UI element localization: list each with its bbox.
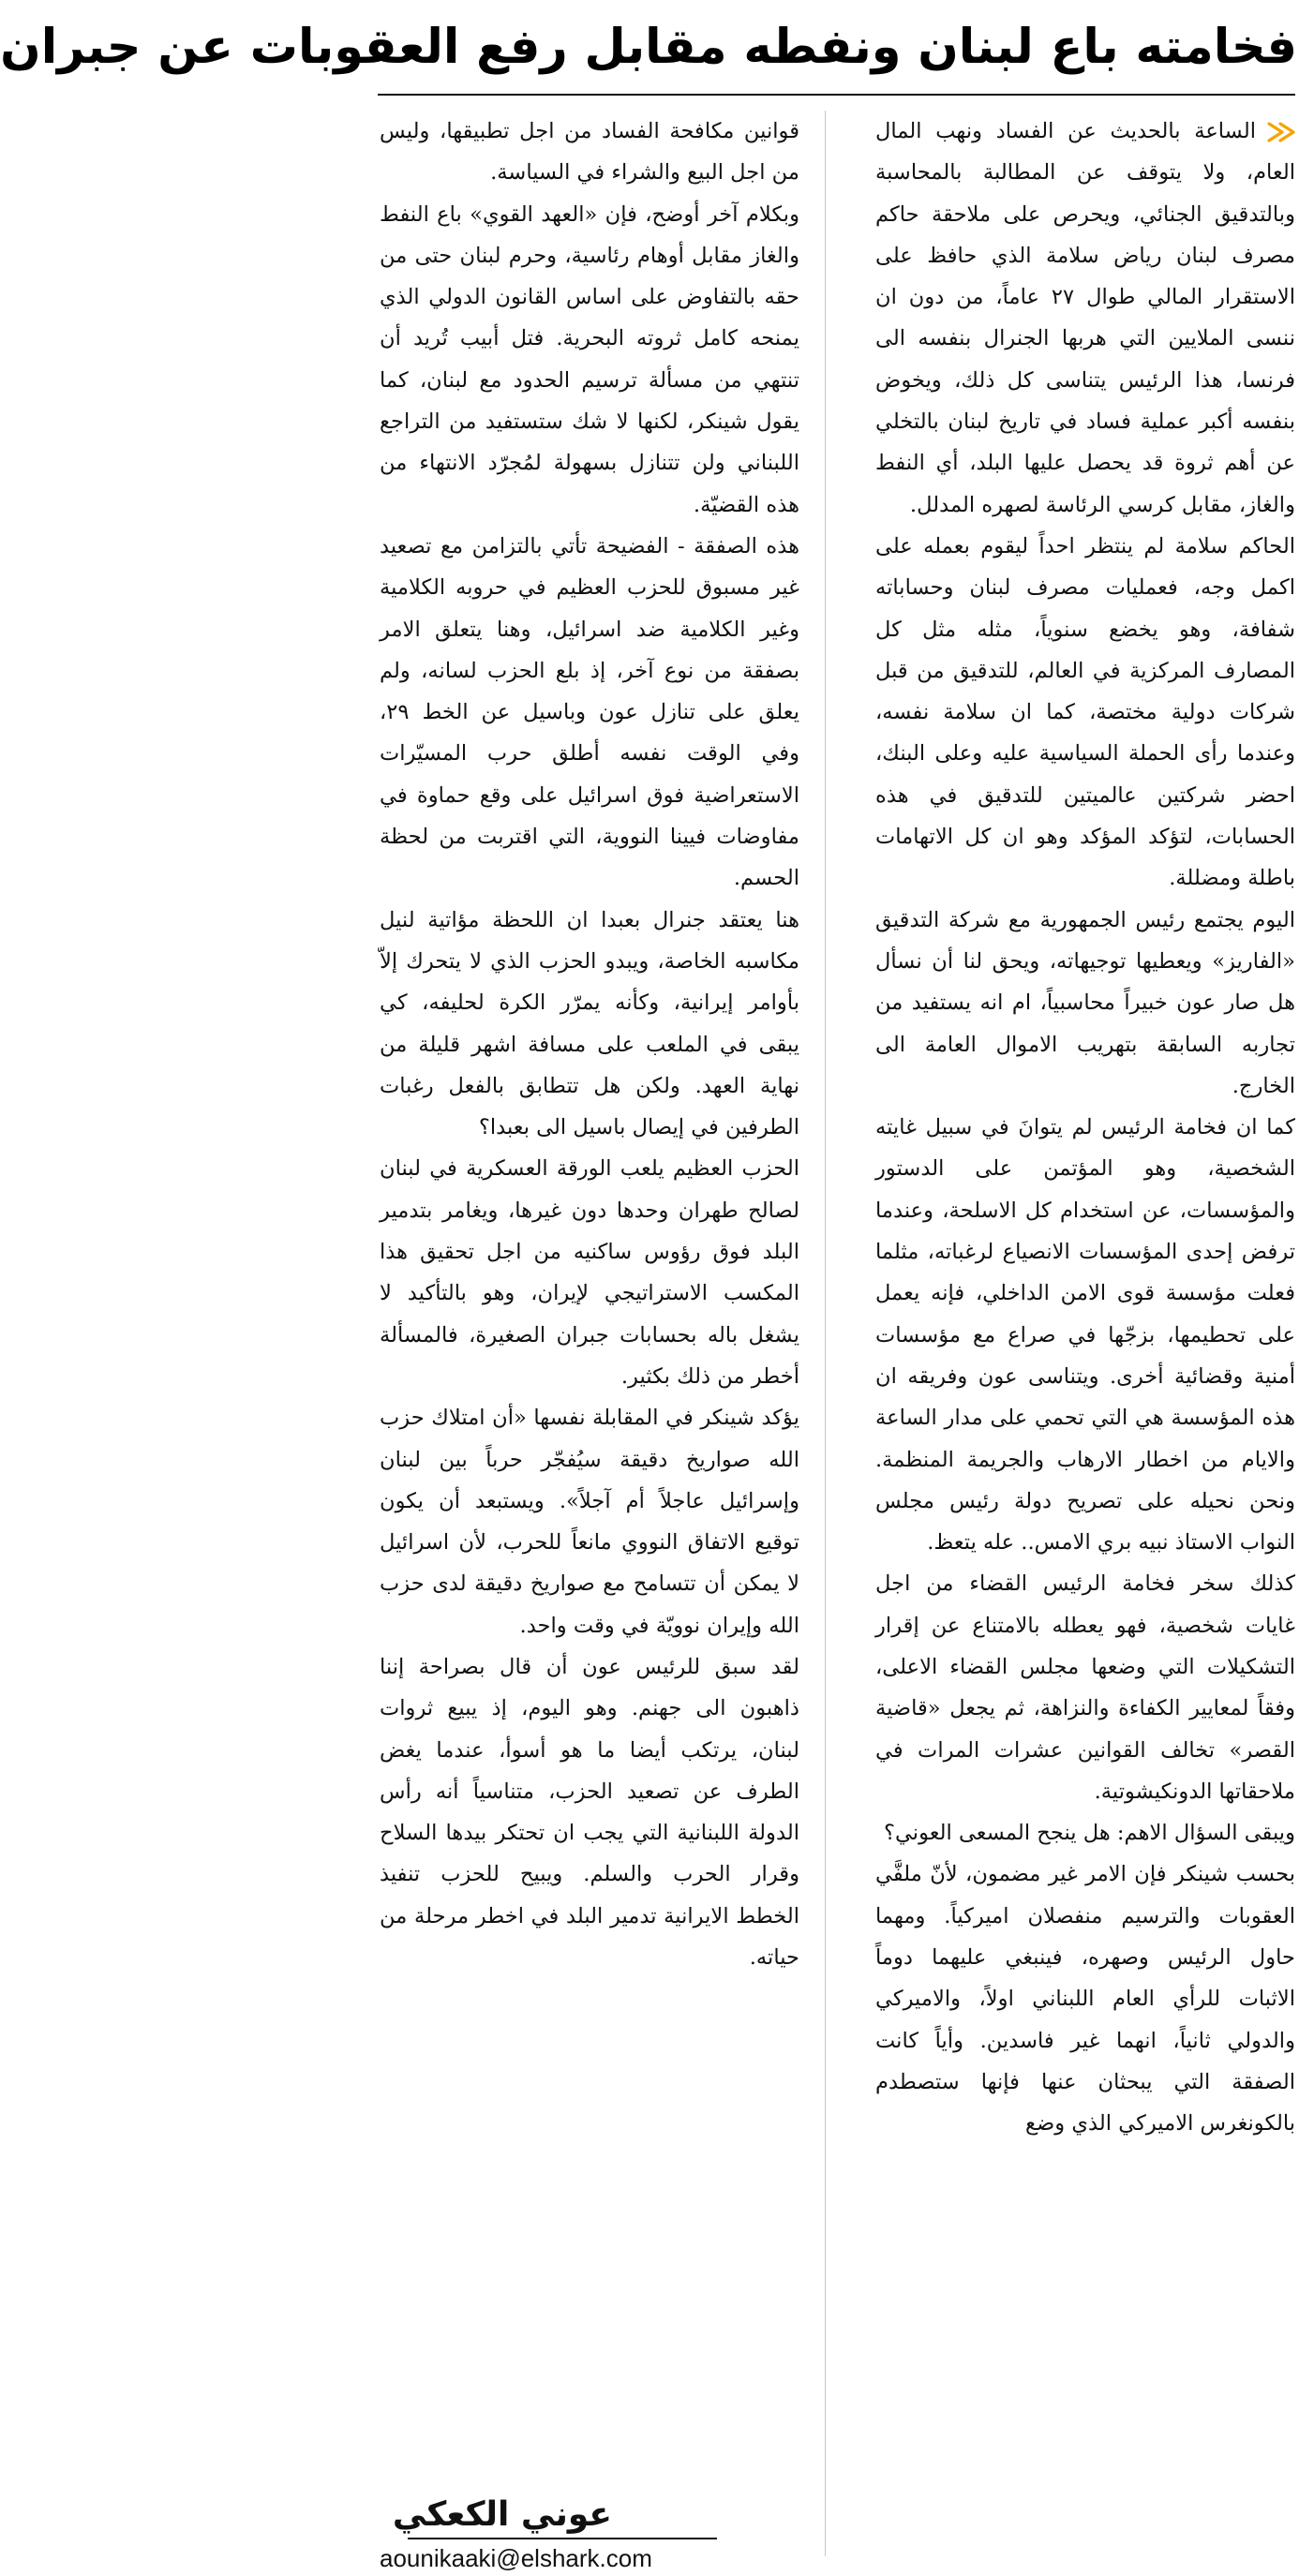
article-column-left [380, 111, 799, 2481]
paragraph: كما ان فخامة الرئيس لم يتوانَ في سبيل غايته الشخصية، وهو المؤتمن على الدستور والمؤسسات، عن استخدام كل الاسلحة، وعندما ترفض إحدى المؤسسات الانصياع لرغباته، مثلما فعلت مؤسسة قوى الامن الداخلي، فإنه يعمل على تحطيمها، بزجّها في صراع مع مؤسسات أمنية وقضائية أخرى. ويتناسى عون وفريقه ان هذه المؤسسة هي التي تحمي على مدار الساعة والايام من اخطار الارهاب والجريمة المنظمة. ونحن نحيله على تصريح دولة رئيس مجلس النواب الاستاذ نبيه بري الامس.. عله يتعظ. [875, 1115, 1295, 1556]
paragraph: وبكلام آخر أوضح، فإن «العهد القوي» باع النفط والغاز مقابل أوهام رئاسية، وحرم لبنان حتى من حقه بالتفاوض على اساس القانون الدولي الذي يمنحه كامل ثروته البحرية. فتل أبيب تُريد أن تنتهي من مسألة ترسيم الحدود مع لبنان، كما يقول شينكر، لكنها لا شك ستستفيد من التراجع اللبناني ولن تتنازل بسهولة لمُجرّد الانتهاء من هذه القضيّة. [380, 201, 799, 517]
paragraph: يؤكد شينكر في المقابلة نفسها «أن امتلاك حزب الله صواريخ دقيقة سيُفجّر حرباً بين لبنان وإسرائيل عاجلاً أم آجلاً». ويستبعد أن يكون توقيع الاتفاق النووي مانعاً للحرب، لأن اسرائيل لا يمكن أن تتسامح مع صواريخ دقيقة لدى حزب الله وإيران نوويّة في وقت واحد. [380, 1406, 799, 1638]
headline-rule [378, 94, 1295, 96]
paragraph: هنا يعتقد جنرال بعبدا ان اللحظة مؤاتية لنيل مكاسبه الخاصة، ويبدو الحزب الذي لا يتحرك إلاّ بأوامر إيرانية، وكأنه يمرّر الكرة لحليفه، كي يبقى في الملعب على مسافة اشهر قليلة من نهاية العهد. ولكن هل تتطابق بالفعل رغبات الطرفين في إيصال باسيل الى بعبدا؟ [380, 907, 799, 1140]
paragraph: اليوم يجتمع رئيس الجمهورية مع شركة التدقيق «الفاريز» ويعطيها توجيهاته، ويحق لنا أن نسأل هل صار عون خبيراً محاسبياً، ام انه يستفيد من تجاربه السابقة بتهريب الاموال العامة الى الخارج. [875, 907, 1295, 1098]
byline [380, 2494, 717, 2573]
paragraph: هذه الصفقة - الفضيحة تأتي بالتزامن مع تصعيد غير مسبوق للحزب العظيم في حروبه الكلامية وغير الكلامية ضد اسرائيل، وهنا يتعلق الامر بصفقة من نوع آخر، إذ بلع الحزب لسانه، ولم يعلق على تنازل عون وباسيل عن الخط ٢٩، وفي الوقت نفسه أطلق حرب المسيّرات الاستعراضية فوق اسرائيل على وقع حماوة في مفاوضات فيينا النووية، التي اقتربت من لحظة الحسم. [380, 533, 799, 891]
paragraph: قوانين مكافحة الفساد من اجل تطبيقها، وليس من اجل البيع والشراء في السياسة. [380, 119, 799, 186]
paragraph: الحاكم سلامة لم ينتظر احداً ليقوم بعمله على اكمل وجه، فعمليات مصرف لبنان وحساباته شفافة، وهو يخضع سنوياً، مثله مثل كل المصارف المركزية في العالم، للتدقيق من قبل شركات دولية مختصة، كما ان سلامة نفسه، وعندما رأى الحملة السياسية عليه وعلى البنك، احضر شركتين عالميتين للتدقيق في هذه الحسابات، لتؤكد المؤكد وهو ان كل الاتهامات باطلة ومضللة. [875, 533, 1295, 891]
author-email: aounikaaki@elshark.com [380, 2544, 652, 2572]
paragraph: الحزب العظيم يلعب الورقة العسكرية في لبنان لصالح طهران وحدها دون غيرها، ويغامر بتدمير البلد فوق رؤوس ساكنيه من اجل تحقيق هذا المكسب الاستراتيجي لإيران، وهو بالتأكيد لا يشغل باله بحسابات جبران الصغيرة، فالمسألة أخطر من ذلك بكثير. [380, 1156, 799, 1389]
paragraph: الساعة بالحديث عن الفساد ونهب المال العام، ولا يتوقف عن المطالبة بالمحاسبة وبالتدقيق الجنائي، ويحرص على ملاحقة حاكم مصرف لبنان رياض سلامة الذي حافظ على الاستقرار المالي طوال ٢٧ عاماً، من دون ان ننسى الملايين التي هربها الجنرال بنفسه الى فرنسا، هذا الرئيس يتناسى كل ذلك، ويخوض بنفسه أكبر عملية فساد في تاريخ لبنان بالتخلي عن أهم ثروة قد يحصل عليها البلد، أي النفط والغاز، مقابل كرسي الرئاسة لصهره المدلل. [875, 119, 1295, 517]
byline-rule [408, 2538, 717, 2539]
paragraph: لقد سبق للرئيس عون أن قال بصراحة إننا ذاهبون الى جهنم. وهو اليوم، إذ يبيع ثروات لبنان، يرتكب أيضا ما هو أسوأ، عندما يغض الطرف عن تصعيد الحزب، متناسياً أنه رأس الدولة اللبنانية التي يجب ان تحتكر بيدها السلاح وقرار الحرب والسلم. ويبيح للحزب تنفيذ الخطط الايرانية تدمير البلد في اخطر مرحلة من حياته. [380, 1654, 799, 1971]
author-name: عوني الكعكي [392, 2495, 612, 2534]
paragraph: ويبقى السؤال الاهم: هل ينجح المسعى العوني؟ [883, 1821, 1295, 1846]
article-column-right [875, 111, 1295, 2566]
paragraph: بحسب شينكر فإن الامر غير مضمون، لأنّ ملفَّي العقوبات والترسيم منفصلان اميركياً. ومهما حاول الرئيس وصهره، فينبغي عليهما دوماً الاثبات للرأي العام اللبناني اولاً، والاميركي والدولي ثانياً، انهما غير فاسدين. وأياً كانت الصفقة التي يبحثان عنها فإنها ستصطدم بالكونغرس الاميركي الذي وضع [875, 1862, 1295, 2137]
paragraph: كذلك سخر فخامة الرئيس القضاء من اجل غايات شخصية، فهو يعطله بالامتناع عن إقرار التشكيلات التي وضعها مجلس القضاء الاعلى، وفقاً لمعايير الكفاءة والنزاهة، ثم يجعل «قاضية القصر» تخالف القوانين عشرات المرات في ملاحقاتها الدونكيشوتية. [875, 1571, 1295, 1804]
arrow-icon [1263, 122, 1295, 142]
column-divider [825, 111, 826, 2556]
article-headline: فخامته باع لبنان ونفطه مقابل رفع العقوبات عن جبران [0, 20, 1297, 75]
